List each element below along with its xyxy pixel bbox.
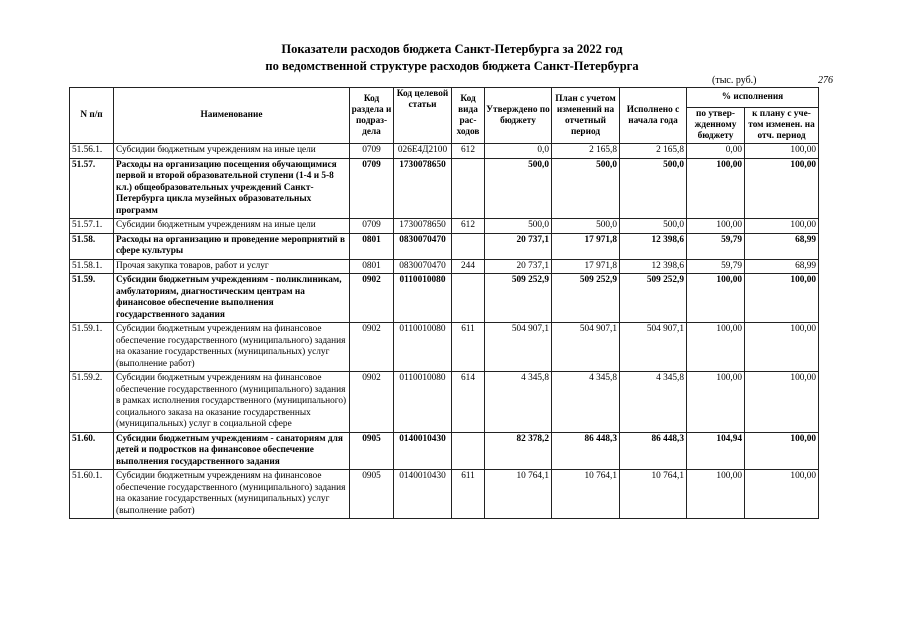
cell-plan: 17 971,8 bbox=[552, 259, 620, 274]
cell-plan: 509 252,9 bbox=[552, 274, 620, 323]
cell-statya: 1730078650 bbox=[394, 219, 452, 234]
cell-name: Расходы на организацию и проведение мероприятий в сфере культуры bbox=[114, 233, 350, 259]
cell-pct-plan: 100,00 bbox=[745, 432, 819, 470]
cell-pct-plan: 68,99 bbox=[745, 233, 819, 259]
cell-pct-plan: 100,00 bbox=[745, 158, 819, 219]
cell-utv: 500,0 bbox=[485, 158, 552, 219]
cell-name: Расходы на организацию посещения обучающимися первой и второй образовательной ступени (1-4 и 5-8 кл.) общеобразовательных учреждений Санкт-Петербурга цикла музейных образовательных программ bbox=[114, 158, 350, 219]
cell-n: 51.58.1. bbox=[70, 259, 114, 274]
col-header-pct-plan: к плану с уче-том изменен. на отч. период bbox=[745, 108, 819, 144]
table-row bbox=[70, 233, 819, 259]
col-header-razdel: Код раздела и подраз-дела bbox=[350, 88, 394, 144]
cell-plan: 86 448,3 bbox=[552, 432, 620, 470]
cell-n: 51.59. bbox=[70, 274, 114, 323]
col-header-statya: Код целевой статьи bbox=[394, 88, 452, 144]
cell-name: Субсидии бюджетным учреждениям - поликлиникам, амбулаториям, диагностическим центрам на финансовое обеспечение выполнения государственного задания bbox=[114, 274, 350, 323]
cell-pct-utv: 59,79 bbox=[687, 233, 745, 259]
cell-isp: 2 165,8 bbox=[620, 144, 687, 159]
cell-razdel: 0902 bbox=[350, 372, 394, 433]
cell-isp: 500,0 bbox=[620, 158, 687, 219]
cell-razdel: 0709 bbox=[350, 219, 394, 234]
col-header-name: Наименование bbox=[114, 88, 350, 144]
cell-vid: 612 bbox=[452, 219, 485, 234]
cell-razdel: 0801 bbox=[350, 233, 394, 259]
cell-vid bbox=[452, 158, 485, 219]
col-header-pct-utv: по утвер-жденному бюджету bbox=[687, 108, 745, 144]
cell-vid: 614 bbox=[452, 372, 485, 433]
cell-vid: 244 bbox=[452, 259, 485, 274]
cell-n: 51.60. bbox=[70, 432, 114, 470]
cell-isp: 504 907,1 bbox=[620, 323, 687, 372]
cell-vid: 611 bbox=[452, 323, 485, 372]
col-header-n: N п/п bbox=[70, 88, 114, 144]
cell-name: Субсидии бюджетным учреждениям на иные цели bbox=[114, 219, 350, 234]
cell-razdel: 0709 bbox=[350, 144, 394, 159]
cell-statya: 0140010430 bbox=[394, 432, 452, 470]
cell-utv: 10 764,1 bbox=[485, 470, 552, 519]
cell-pct-utv: 0,00 bbox=[687, 144, 745, 159]
cell-isp: 12 398,6 bbox=[620, 259, 687, 274]
cell-plan: 504 907,1 bbox=[552, 323, 620, 372]
cell-n: 51.59.2. bbox=[70, 372, 114, 433]
cell-pct-plan: 100,00 bbox=[745, 323, 819, 372]
cell-n: 51.57.1. bbox=[70, 219, 114, 234]
table-row bbox=[70, 158, 819, 219]
cell-isp: 509 252,9 bbox=[620, 274, 687, 323]
table-row bbox=[70, 219, 819, 234]
cell-name: Субсидии бюджетным учреждениям на финансовое обеспечение государственного (муниципального) задания на оказание государственных (муниципальных) услуг (выполнение работ) bbox=[114, 470, 350, 519]
cell-pct-plan: 100,00 bbox=[745, 274, 819, 323]
cell-pct-plan: 100,00 bbox=[745, 372, 819, 433]
cell-vid bbox=[452, 233, 485, 259]
cell-utv: 20 737,1 bbox=[485, 233, 552, 259]
cell-utv: 4 345,8 bbox=[485, 372, 552, 433]
cell-utv: 82 378,2 bbox=[485, 432, 552, 470]
cell-isp: 10 764,1 bbox=[620, 470, 687, 519]
cell-statya: 026Е4Д2100 bbox=[394, 144, 452, 159]
cell-pct-utv: 104,94 bbox=[687, 432, 745, 470]
page-number: 276 bbox=[818, 75, 833, 86]
cell-pct-utv: 59,79 bbox=[687, 259, 745, 274]
cell-pct-utv: 100,00 bbox=[687, 323, 745, 372]
cell-pct-utv: 100,00 bbox=[687, 158, 745, 219]
cell-statya: 0830070470 bbox=[394, 259, 452, 274]
cell-plan: 2 165,8 bbox=[552, 144, 620, 159]
col-header-isp: Исполнено с начала года bbox=[620, 88, 687, 144]
cell-statya: 0830070470 bbox=[394, 233, 452, 259]
col-header-pct-group: % исполнения bbox=[687, 88, 819, 108]
table-row bbox=[70, 274, 819, 323]
units-label: (тыс. руб.) bbox=[712, 75, 757, 86]
cell-n: 51.56.1. bbox=[70, 144, 114, 159]
cell-razdel: 0905 bbox=[350, 470, 394, 519]
cell-isp: 86 448,3 bbox=[620, 432, 687, 470]
cell-n: 51.57. bbox=[70, 158, 114, 219]
table-row bbox=[70, 470, 819, 519]
cell-plan: 4 345,8 bbox=[552, 372, 620, 433]
cell-plan: 500,0 bbox=[552, 158, 620, 219]
cell-pct-plan: 68,99 bbox=[745, 259, 819, 274]
cell-razdel: 0902 bbox=[350, 274, 394, 323]
cell-n: 51.59.1. bbox=[70, 323, 114, 372]
cell-razdel: 0902 bbox=[350, 323, 394, 372]
cell-isp: 500,0 bbox=[620, 219, 687, 234]
budget-table bbox=[69, 87, 819, 519]
cell-statya: 0110010080 bbox=[394, 274, 452, 323]
cell-name: Прочая закупка товаров, работ и услуг bbox=[114, 259, 350, 274]
cell-pct-utv: 100,00 bbox=[687, 470, 745, 519]
cell-isp: 12 398,6 bbox=[620, 233, 687, 259]
table-row bbox=[70, 259, 819, 274]
cell-razdel: 0905 bbox=[350, 432, 394, 470]
cell-pct-utv: 100,00 bbox=[687, 372, 745, 433]
cell-vid bbox=[452, 274, 485, 323]
cell-n: 51.60.1. bbox=[70, 470, 114, 519]
cell-pct-plan: 100,00 bbox=[745, 219, 819, 234]
table-row bbox=[70, 372, 819, 433]
cell-pct-plan: 100,00 bbox=[745, 144, 819, 159]
cell-pct-utv: 100,00 bbox=[687, 274, 745, 323]
cell-vid bbox=[452, 432, 485, 470]
cell-utv: 0,0 bbox=[485, 144, 552, 159]
cell-utv: 20 737,1 bbox=[485, 259, 552, 274]
col-header-utv: Утверждено по бюджету bbox=[485, 88, 552, 144]
table-row bbox=[70, 432, 819, 470]
cell-name: Субсидии бюджетным учреждениям на финансовое обеспечение государственного (муниципального) задания в рамках исполнения государственного (муниципального) социального заказа на оказание государственных (муниципальных) услуг в социальной сфере bbox=[114, 372, 350, 433]
cell-plan: 500,0 bbox=[552, 219, 620, 234]
cell-pct-plan: 100,00 bbox=[745, 470, 819, 519]
cell-vid: 611 bbox=[452, 470, 485, 519]
document-title: Показатели расходов бюджета Санкт-Петербурга за 2022 год bbox=[281, 42, 623, 56]
cell-pct-utv: 100,00 bbox=[687, 219, 745, 234]
cell-plan: 17 971,8 bbox=[552, 233, 620, 259]
cell-razdel: 0801 bbox=[350, 259, 394, 274]
cell-statya: 0110010080 bbox=[394, 372, 452, 433]
table-row bbox=[70, 323, 819, 372]
cell-name: Субсидии бюджетным учреждениям - санаториям для детей и подростков на финансовое обеспечение выполнения государственного задания bbox=[114, 432, 350, 470]
cell-statya: 1730078650 bbox=[394, 158, 452, 219]
col-header-vid: Код вида рас-ходов bbox=[452, 88, 485, 144]
cell-name: Субсидии бюджетным учреждениям на иные цели bbox=[114, 144, 350, 159]
document-subtitle: по ведомственной структуре расходов бюджета Санкт-Петербурга bbox=[265, 59, 639, 73]
cell-statya: 0110010080 bbox=[394, 323, 452, 372]
cell-n: 51.58. bbox=[70, 233, 114, 259]
cell-utv: 500,0 bbox=[485, 219, 552, 234]
cell-isp: 4 345,8 bbox=[620, 372, 687, 433]
cell-statya: 0140010430 bbox=[394, 470, 452, 519]
cell-utv: 509 252,9 bbox=[485, 274, 552, 323]
col-header-plan: План с учетом изменений на отчетный период bbox=[552, 88, 620, 144]
cell-plan: 10 764,1 bbox=[552, 470, 620, 519]
cell-vid: 612 bbox=[452, 144, 485, 159]
cell-razdel: 0709 bbox=[350, 158, 394, 219]
cell-utv: 504 907,1 bbox=[485, 323, 552, 372]
cell-name: Субсидии бюджетным учреждениям на финансовое обеспечение государственного (муниципального) задания на оказание государственных (муниципальных) услуг (выполнение работ) bbox=[114, 323, 350, 372]
table-row bbox=[70, 144, 819, 159]
